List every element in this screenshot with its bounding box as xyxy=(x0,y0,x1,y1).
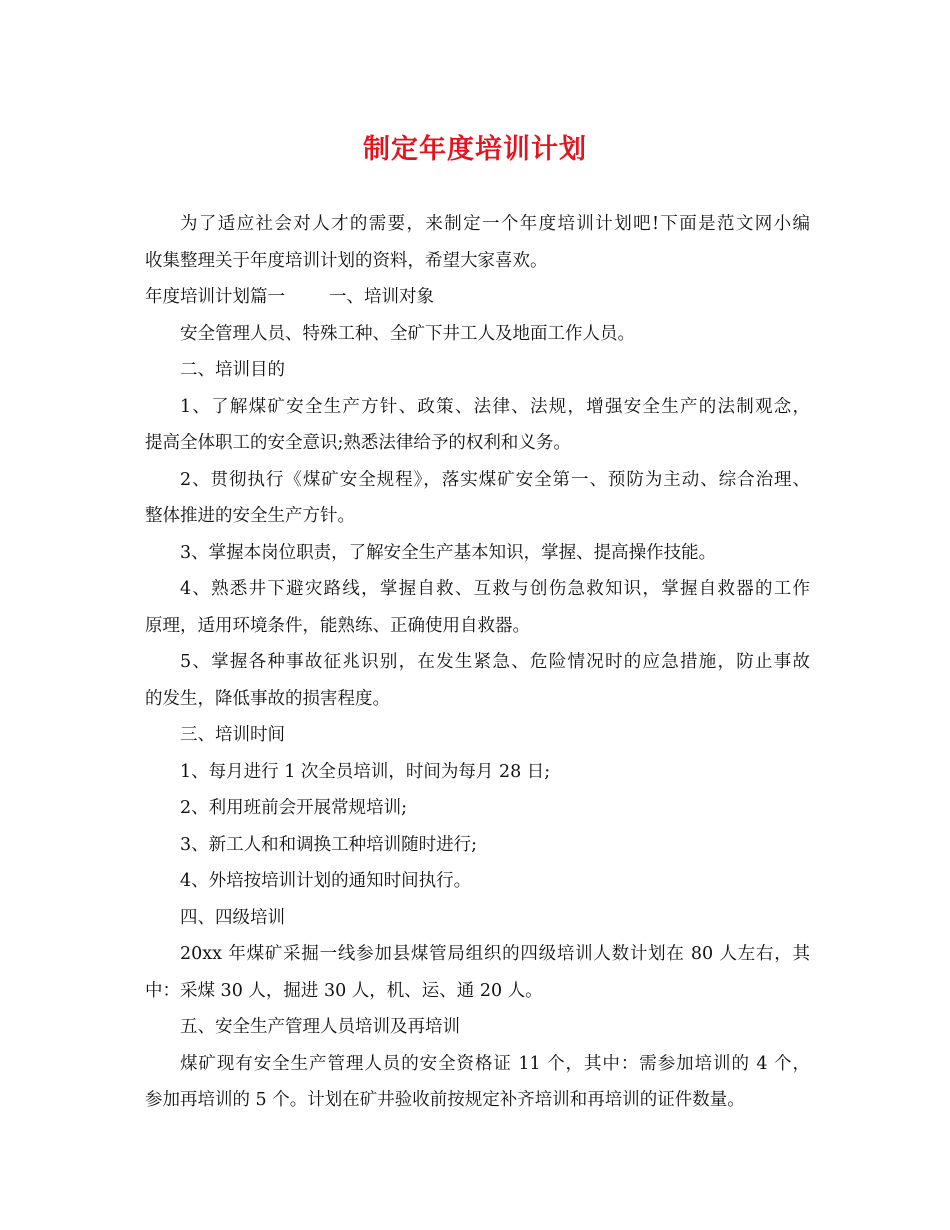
purpose-item-4-line-1: 4、熟悉井下避灾路线，掌握自救、互救与创伤急救知识，掌握自救器的工作 xyxy=(180,579,810,599)
heading-training-purpose: 二、培训目的 xyxy=(180,360,285,380)
heading-four-level-training: 四、四级培训 xyxy=(180,907,285,928)
time-item-4: 4、外培按培训计划的通知时间执行。 xyxy=(180,871,472,891)
heading-safety-manager-training: 五、安全生产管理人员培训及再培训 xyxy=(180,1017,460,1037)
page-title: 制定年度培训计划 xyxy=(363,134,587,165)
heading-training-target: 一、培训对象 xyxy=(329,287,434,307)
section-label: 年度培训计划篇一 xyxy=(145,287,285,307)
purpose-item-1-line-2: 提高全体职工的安全意识;熟悉法律给予的权利和义务。 xyxy=(145,433,571,453)
time-item-3: 3、新工人和和调换工种培训随时进行; xyxy=(180,834,478,855)
four-level-line-2: 中：采煤 30 人，掘进 30 人，机、运、通 20 人。 xyxy=(145,980,543,1001)
purpose-item-5-line-1: 5、掌握各种事故征兆识别，在发生紧急、危险情况时的应急措施，防止事故 xyxy=(180,652,810,672)
paragraph-training-target: 安全管理人员、特殊工种、全矿下井工人及地面工作人员。 xyxy=(180,323,635,344)
time-item-2: 2、利用班前会开展常规培训; xyxy=(180,798,408,818)
heading-training-time: 三、培训时间 xyxy=(180,725,285,745)
section-header-line xyxy=(145,279,810,316)
intro-line-1: 为了适应社会对人才的需要，来制定一个年度培训计划吧!下面是范文网小编 xyxy=(180,214,810,234)
safety-manager-line-1: 煤矿现有安全生产管理人员的安全资格证 11 个，其中：需参加培训的 4 个， xyxy=(180,1053,810,1074)
purpose-item-3: 3、掌握本岗位职责，了解安全生产基本知识，掌握、提高操作技能。 xyxy=(180,542,717,563)
purpose-item-1-line-1: 1、了解煤矿安全生产方针、政策、法律、法规，增强安全生产的法制观念， xyxy=(180,396,810,417)
purpose-item-4-line-2: 原理，适用环境条件，能熟练、正确使用自救器。 xyxy=(145,615,530,636)
purpose-item-2-line-1: 2、贯彻执行《煤矿安全规程》，落实煤矿安全第一、预防为主动、综合治理、 xyxy=(180,469,810,490)
document-body xyxy=(145,206,810,1119)
purpose-item-2-line-2: 整体推进的安全生产方针。 xyxy=(145,506,355,526)
intro-line-2: 收集整理关于年度培训计划的资料，希望大家喜欢。 xyxy=(145,250,548,271)
time-item-1: 1、每月进行 1 次全员培训，时间为每月 28 日; xyxy=(180,761,551,782)
four-level-line-1: 20xx 年煤矿采掘一线参加县煤管局组织的四级培训人数计划在 80 人左右，其 xyxy=(180,944,810,964)
safety-manager-line-2: 参加再培训的 5 个。计划在矿井验收前按规定补齐培训和再培训的证件数量。 xyxy=(145,1090,745,1110)
purpose-item-5-line-2: 的发生，降低事故的损害程度。 xyxy=(145,688,390,709)
